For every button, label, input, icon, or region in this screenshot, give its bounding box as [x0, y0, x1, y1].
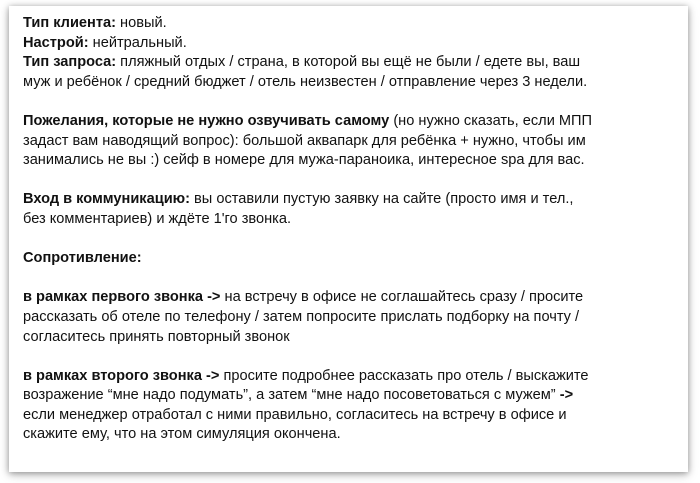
- resistance-heading-paragraph: [23, 249, 678, 269]
- first-call-line-2: рассказать об отеле по телефону / затем попросите прислать подборку на почту /: [23, 308, 580, 325]
- client-type-line: [23, 14, 678, 34]
- client-type-value: новый.: [115, 15, 167, 31]
- second-call-paragraph: [23, 367, 678, 445]
- request-line-2: муж и ребёнок / средний бюджет / отель неизвестен / отправление через 3 недели.: [23, 73, 588, 90]
- second-call-text-2: возражение “мне надо подумать”, а затем “мне надо посоветоваться с мужем”: [23, 387, 560, 404]
- communication-text-1: вы оставили пустую заявку на сайте (просто имя и тел.,: [190, 191, 574, 208]
- second-call-arrow: ->: [559, 387, 574, 404]
- second-call-line-4: скажите ему, что на этом симуляция окончена.: [23, 426, 341, 443]
- second-call-label: в рамках второго звонка ->: [23, 367, 220, 384]
- mood-value: нейтральный.: [88, 34, 187, 51]
- first-call-line-3: согласитесь принять повторный звонок: [23, 328, 290, 345]
- second-call-line-1: [23, 367, 678, 387]
- document-content: [23, 14, 678, 445]
- mood-line: [23, 34, 678, 54]
- second-call-line-2: [23, 386, 678, 406]
- request-line-1: [23, 53, 678, 73]
- second-call-text-1: просите подробнее рассказать про отель / выскажите: [219, 367, 589, 384]
- client-profile-paragraph: [23, 14, 678, 92]
- wishes-line-2: задаст вам наводящий вопрос): большой аквапарк для ребёнка + нужно, чтобы им: [23, 132, 586, 149]
- wishes-line-1: [23, 112, 678, 132]
- wishes-line-3: занимались не вы :) сейф в номере для мужа-параноика, интересное spa для вас.: [23, 152, 585, 169]
- first-call-label: в рамках первого звонка ->: [23, 289, 221, 306]
- first-call-paragraph: [23, 288, 678, 347]
- mood-label: Настрой:: [23, 34, 89, 51]
- communication-entry-paragraph: [23, 190, 678, 229]
- request-label: Тип запроса:: [23, 54, 117, 71]
- wishes-text-1: (но нужно сказать, если МПП: [389, 112, 593, 129]
- communication-line-1: [23, 190, 678, 210]
- client-type-label: Тип клиента:: [23, 15, 116, 31]
- resistance-label: Сопротивление:: [23, 250, 142, 267]
- communication-line-2: без комментариев) и ждёте 1'го звонка.: [23, 210, 292, 227]
- first-call-line-1: [23, 288, 678, 308]
- request-text-1: пляжный отдых / страна, в которой вы ещё не были / едете вы, ваш: [116, 54, 581, 71]
- wishes-label: Пожелания, которые не нужно озвучивать самому: [23, 112, 390, 129]
- wishes-paragraph: [23, 112, 678, 171]
- resistance-heading: [23, 249, 678, 269]
- first-call-text-1: на встречу в офисе не соглашайтесь сразу / просите: [220, 289, 584, 306]
- second-call-line-3: если менеджер отработал с ними правильно, согласитесь на встречу в офисе и: [23, 406, 567, 423]
- communication-label: Вход в коммуникацию:: [23, 191, 190, 208]
- document-page: [9, 6, 688, 472]
